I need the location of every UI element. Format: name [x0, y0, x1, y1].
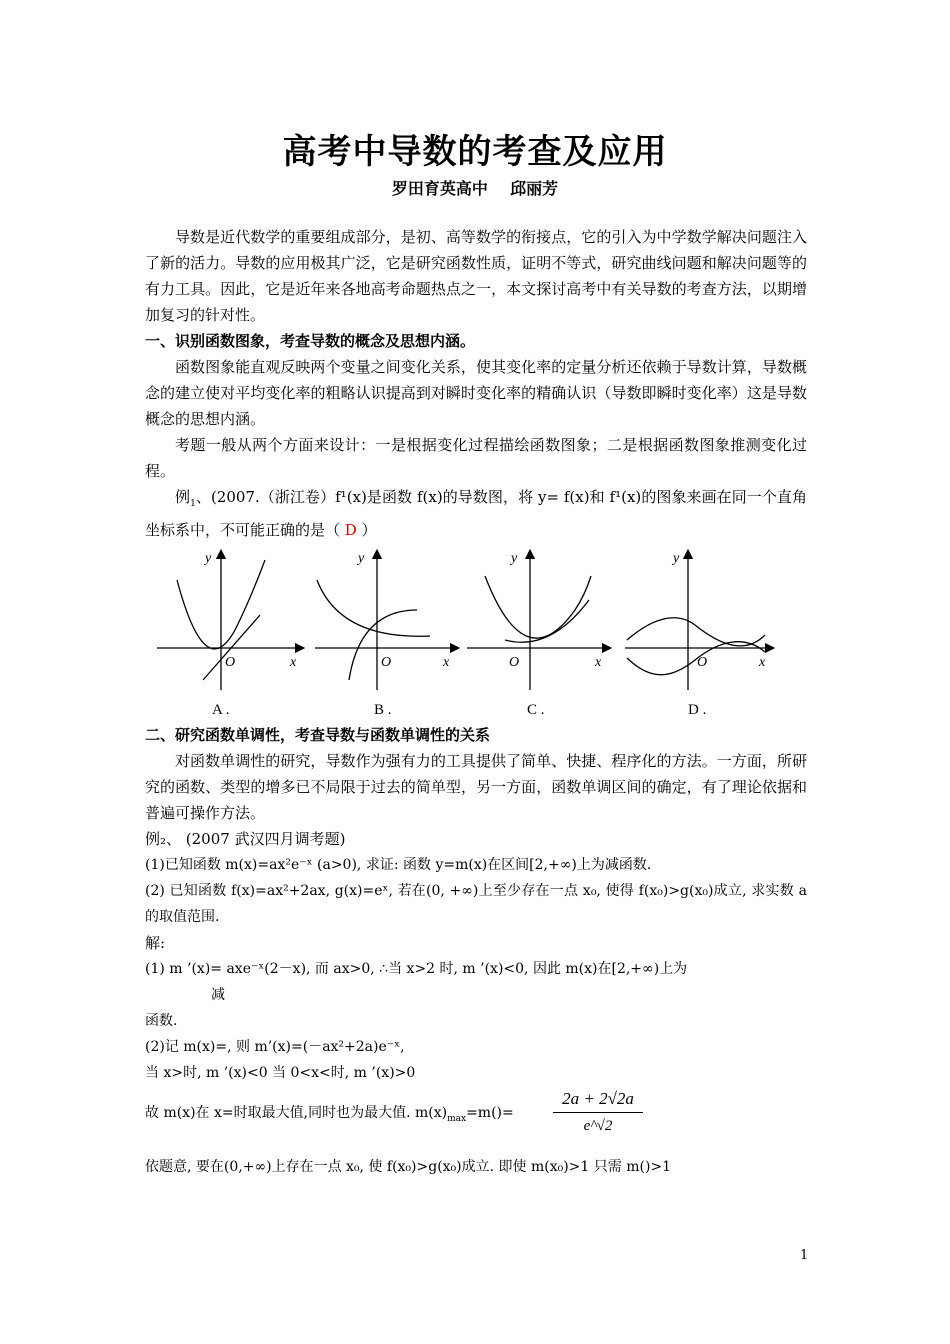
- example1-graphs: [145, 540, 807, 720]
- formula-denominator: e^√2: [583, 1118, 613, 1134]
- section2-paragraph: 对函数单调性的研究，导数作为强有力的工具提供了简单、快捷、程序化的方法。一方面，所研究的函数、类型的增多已不局限于过去的简单型，另一方面，函数单调区间的确定，有了理论依据和普遍可操作方法。: [145, 752, 807, 822]
- example1-paragraph: [145, 484, 807, 543]
- section1-paragraph-2: 考题一般从两个方面来设计：一是根据变化过程描绘函数图象；二是根据函数图象推测变化过程。: [145, 436, 807, 480]
- solution-2c: 故 m(x)在 x=时取最大值,同时也为最大值. m(x): [145, 1105, 448, 1121]
- graph-d-curve-2: [627, 642, 765, 675]
- max-value-formula: [553, 1086, 643, 1139]
- example1-answer: D: [344, 521, 357, 539]
- question-2: (2) 已知函数 f(x)=ax²+2ax, g(x)=eˣ, 若在(0, +∞)上至少存在一点 x₀, 使得 f(x₀)>g(x₀)成立, 求实数 a 的取值范围.: [145, 883, 807, 925]
- solution-1b: 减: [211, 987, 225, 1003]
- graph-d-label: D .: [688, 702, 707, 718]
- section2-block: [145, 722, 807, 1180]
- solution-2c-sub: max: [447, 1113, 467, 1124]
- graph-d-x-label: x: [759, 655, 766, 670]
- section2-heading: 二、研究函数单调性，考查导数与函数单调性的关系: [145, 726, 491, 744]
- graph-b-label: B .: [374, 702, 392, 718]
- example1-sub: 1: [190, 499, 196, 509]
- graph-c-curve-1: [485, 576, 591, 638]
- author-line: 罗田育英高中 邱丽芳: [391, 179, 559, 198]
- graph-c-label: C .: [527, 702, 545, 718]
- graph-d-y-label: y: [673, 551, 680, 566]
- graph-c-y-label: y: [511, 551, 518, 566]
- solution-label: 解:: [145, 934, 166, 952]
- solution-2c-tail: =m()=: [466, 1105, 514, 1121]
- example2-line: 例₂、 (2007 武汉四月调考题): [145, 830, 346, 848]
- graph-c-x-label: x: [595, 655, 602, 670]
- example1-text: 、(2007.（浙江卷）f¹(x)是函数 f(x)的导数图，将 y= f(x)和 f¹(x)的图象来画在同一个直角坐标系中，不可能正确的是（: [145, 488, 807, 539]
- graph-c-origin: O: [509, 655, 520, 670]
- example1-close: ）: [361, 521, 377, 539]
- solution-1c: 函数.: [145, 1013, 178, 1029]
- example1-prefix: 例: [175, 488, 191, 506]
- formula-numerator: 2a + 2√2a: [553, 1086, 643, 1113]
- graph-a-label: A .: [212, 702, 230, 718]
- page-title: 高考中导数的考查及应用: [282, 132, 668, 172]
- graph-b-curve-1: [317, 580, 430, 636]
- graph-d-origin: O: [697, 655, 708, 670]
- graph-b-y-label: y: [358, 551, 365, 566]
- graph-a-x-label: x: [290, 655, 297, 670]
- graph-a-origin: O: [225, 655, 236, 670]
- intro-paragraph: 导数是近代数学的重要组成部分，是初、高等数学的衔接点，它的引入为中学数学解决问题注入了新的活力。导数的应用极其广泛，它是研究函数性质，证明不等式，研究曲线问题和解决问题等的有力工具。因此，它是近年来各地高考命题热点之一，本文探讨高考中有关导数的考查方法，以期增加复习的针对性。: [145, 228, 807, 324]
- max-value-line: [145, 1086, 807, 1146]
- graph-b-x-label: x: [443, 655, 450, 670]
- solution-1a: (1) m ’(x)= axe⁻ˣ(2－x), 而 ax>0, ∴当 x>2 时, m ’(x)<0, 因此 m(x)在[2,+∞)上为: [145, 961, 688, 977]
- solution-2a: (2)记 m(x)=, 则 m’(x)=(－ax²+2a)e⁻ˣ,: [145, 1039, 405, 1055]
- intro-block: [145, 224, 807, 543]
- solution-3: 依题意, 要在(0,+∞)上存在一点 x₀, 使 f(x₀)>g(x₀)成立. 即使 m(x₀)>1 只需 m()>1: [145, 1159, 672, 1175]
- graph-a-y-label: y: [205, 551, 212, 566]
- section1-heading: 一、识别函数图象，考查导数的概念及思想内涵。: [145, 332, 476, 350]
- page-number: 1: [800, 1248, 809, 1263]
- solution-2b: 当 x>时, m ’(x)<0 当 0<x<时, m ’(x)>0: [145, 1065, 416, 1081]
- question-1: (1)已知函数 m(x)=ax²e⁻ˣ (a>0), 求证: 函数 y=m(x)在区间[2,+∞)上为减函数.: [145, 857, 652, 873]
- section1-paragraph-1: 函数图象能直观反映两个变量之间变化关系，使其变化率的定量分析还依赖于导数计算，导数概念的建立使对平均变化率的粗略认识提高到对瞬时变化率的精确认识（导数即瞬时变化率）这是导数概念的思想内涵。: [145, 358, 807, 428]
- graph-c: [467, 554, 607, 690]
- graph-b-origin: O: [381, 655, 392, 670]
